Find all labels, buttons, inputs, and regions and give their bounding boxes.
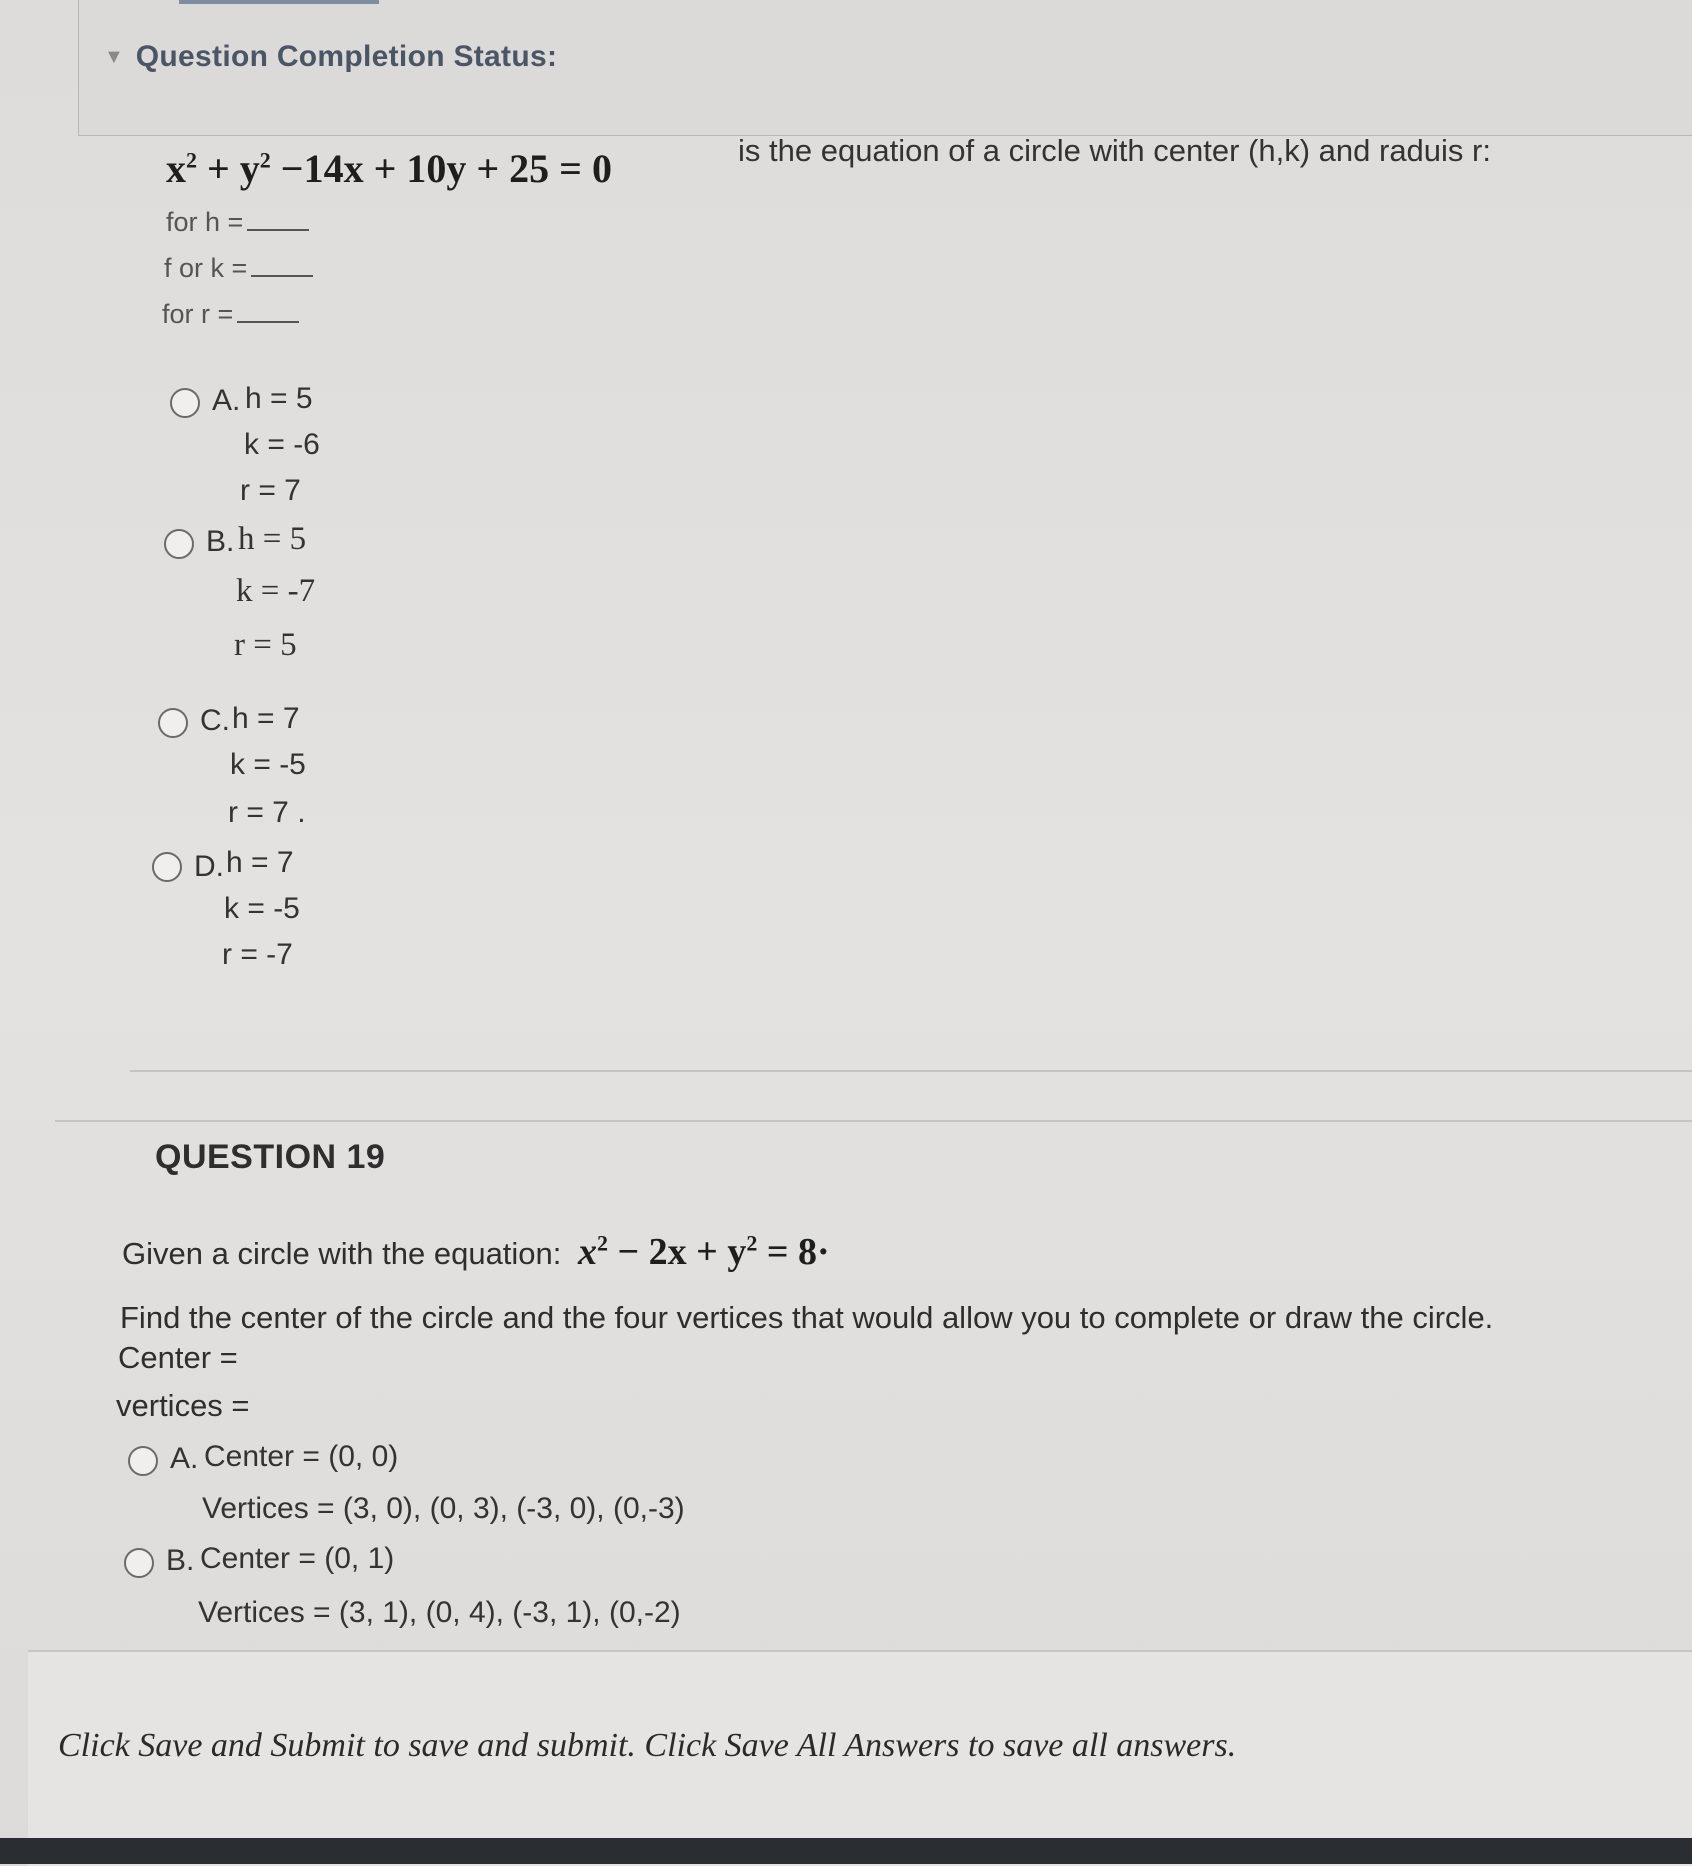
bottom-bar <box>0 1838 1692 1864</box>
option-h: h = 7 <box>232 702 300 735</box>
option-k: k = -5 <box>224 892 300 925</box>
status-title: Question Completion Status: <box>135 40 558 73</box>
footer-instructions: Click Save and Submit to save and submit. Click Save All Answers to save all answers. <box>58 1727 1237 1764</box>
q18-equation: $x^2 + y^2 -14x + 10y + 25 = 0$ <box>166 146 612 191</box>
option-vertices: Vertices = (3, 1), (0, 4), (-3, 1), (0,-2) <box>198 1596 681 1629</box>
completion-status-toggle[interactable] <box>104 40 557 74</box>
q19-given-row: Given a circle with the equation: $x^2 - 2x + y^2 = 8\cdot$ <box>122 1230 830 1273</box>
q19-equation: $x^2 - 2x + y^2 = 8\cdot$ <box>578 1230 830 1273</box>
section-divider <box>55 1120 1692 1122</box>
option-r: r = 5 <box>234 627 297 663</box>
question-19-title: QUESTION 19 <box>155 1138 386 1176</box>
option-center: Center = (0, 0) <box>204 1440 399 1473</box>
radio-button[interactable] <box>164 529 194 559</box>
blank-r: for r = <box>162 299 299 330</box>
blank-k: f or k = <box>164 253 313 284</box>
radio-button[interactable] <box>128 1446 158 1476</box>
option-k: k = -6 <box>244 428 320 461</box>
option-h: h = 5 <box>245 382 313 415</box>
option-r: r = 7 . <box>228 796 306 829</box>
option-r: r = 7 <box>240 474 301 507</box>
chevron-down-icon: ▼ <box>104 45 124 68</box>
blank-h: for h = <box>166 207 309 238</box>
submit-footer <box>28 1650 1692 1866</box>
panel-accent-bar <box>179 0 379 4</box>
vertices-label: vertices = <box>116 1388 250 1423</box>
option-h: h = 5 <box>238 521 307 557</box>
radio-button[interactable] <box>152 852 182 882</box>
q18-intro-text: is the equation of a circle with center (h,k) and raduis r: <box>738 133 1491 168</box>
option-k: k = -7 <box>236 573 316 609</box>
option-r: r = -7 <box>222 938 293 971</box>
option-vertices: Vertices = (3, 0), (0, 3), (-3, 0), (0,-3) <box>202 1492 685 1525</box>
center-label: Center = <box>118 1340 238 1375</box>
option-center: Center = (0, 1) <box>200 1542 395 1575</box>
question-divider <box>130 1070 1692 1072</box>
radio-button[interactable] <box>124 1548 154 1578</box>
option-k: k = -5 <box>230 748 306 781</box>
radio-button[interactable] <box>170 388 200 418</box>
q19-instruction: Find the center of the circle and the four vertices that would allow you to complete or draw the circle. <box>120 1300 1494 1335</box>
option-h: h = 7 <box>226 846 294 879</box>
radio-button[interactable] <box>158 708 188 738</box>
